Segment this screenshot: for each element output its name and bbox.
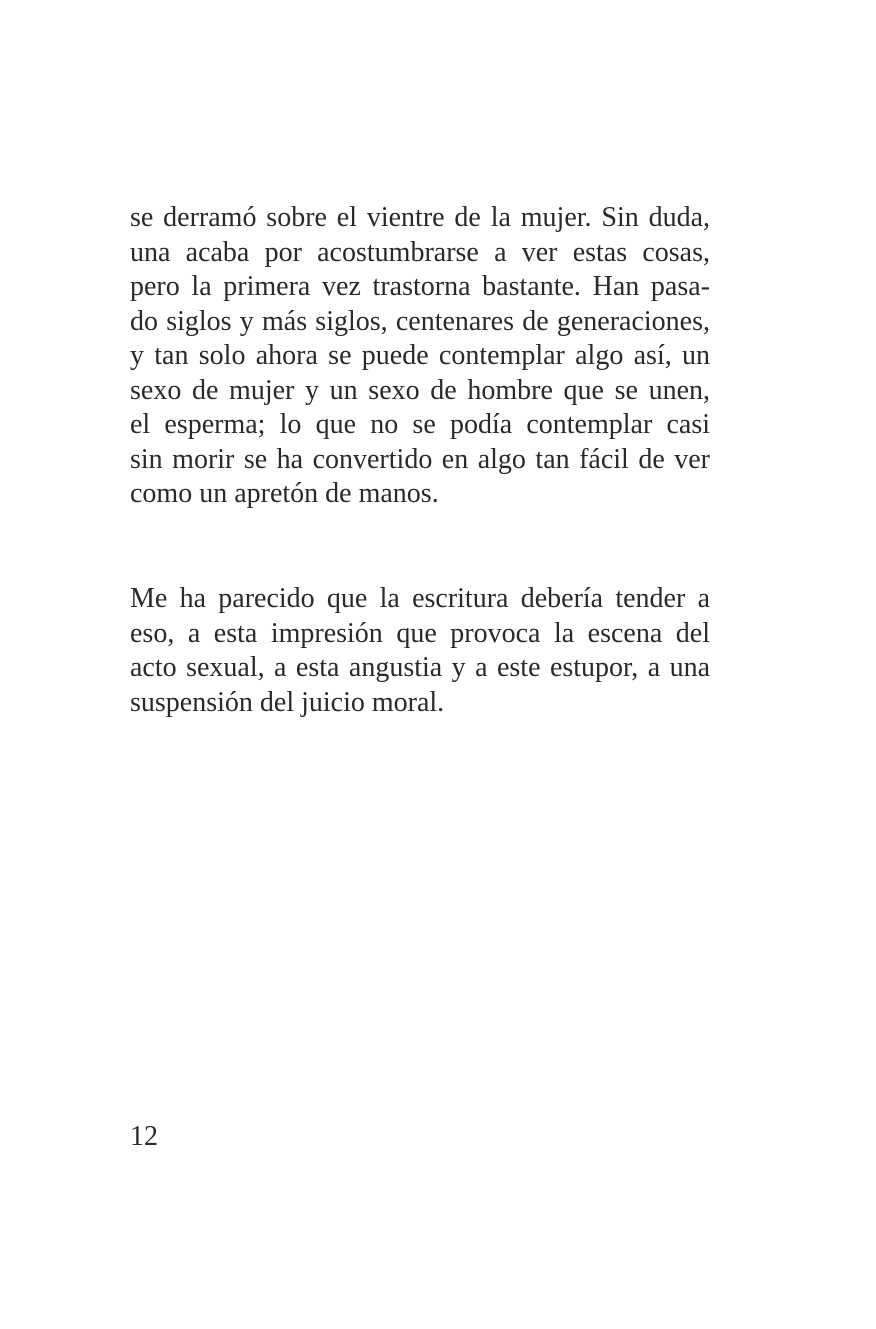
text-line: sexo de mujer y un sexo de hombre que se unen, [130,374,710,406]
text-line: sin morir se ha convertido en algo tan fácil de ver [130,443,710,475]
text-line: acto sexual, a esta angustia y a este estupor, a una [130,652,710,683]
page-number: 12 [130,1121,158,1152]
text-line: una acaba por acostumbrarse a ver estas cosas, [130,236,710,268]
text-line: como un apretón de manos. [130,478,439,509]
text-line: Me ha parecido que la escritura debería tender a [130,583,710,614]
text-line: pero la primera vez trastorna bastante. Han pasa- [130,271,710,302]
text-line: eso, a esta impresión que provoca la escena del [130,617,710,649]
text-line: se derramó sobre el vientre de la mujer. Sin duda, [130,202,710,233]
text-line: y tan solo ahora se puede contemplar algo así, un [130,340,710,371]
text-line: do siglos y más siglos, centenares de generaciones, [130,305,710,337]
text-line: el esperma; lo que no se podía contemplar casi [130,409,710,440]
text-line: suspensión del juicio moral. [130,686,445,718]
